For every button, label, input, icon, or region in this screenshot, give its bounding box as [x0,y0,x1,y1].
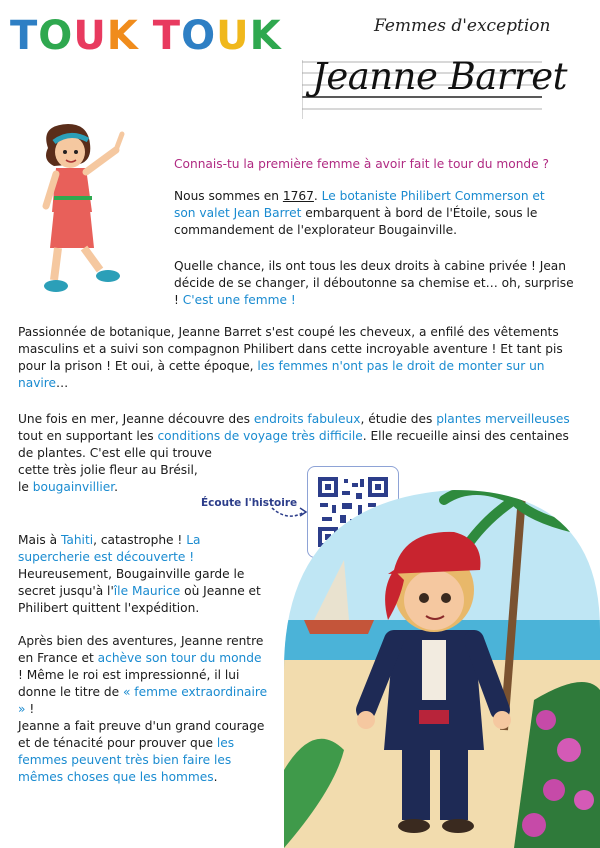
page-title: Jeanne Barret [312,55,567,98]
logo-letter: K [249,13,282,59]
intro-paragraph-1: Nous sommes en 1767. Le botaniste Philibert Commerson et son valet Jean Barret embarquent à bord de l'Étoile, sous le commandement de l'explorateur Bougainville. [174,189,545,237]
body-paragraph-4: Une fois en mer, Jeanne découvre des endroits fabuleux, étudie des plantes merveilleuses tout en supportant les conditions de voyage très difficile. Elle recueille ainsi des centaines de plantes. C'est elle qui trouve [18,412,570,460]
intro-question: Connais-tu la première femme à avoir fait le tour du monde ? [174,157,549,171]
intro-paragraph-2: Quelle chance, ils ont tous les deux droits à cabine privée ! Jean décide de se changer, il déboutonne sa chemise et… oh, surprise ! C'est une femme ! [174,259,574,307]
touk-touk-logo [10,6,282,66]
body-paragraph-3: Passionnée de botanique, Jeanne Barret s'est coupé les cheveux, a enfilé des vêtements masculins et a suivi son compagnon Philibert dans cette incroyable aventure ! Et tant pis pour la prison ! Et oui, à cette époque, les femmes n'ont pas le droit de monter sur un navire… [18,325,563,390]
body-paragraph-6: Après bien des aventures, Jeanne rentre en France et achève son tour du monde ! Même le roi est impressionné, il lui donne le titre de « femme extraordinaire » ! [18,634,268,716]
logo-letter: K [106,13,139,59]
body-paragraph-5: Mais à Tahiti, catastrophe ! La supercherie est découverte ! Heureusement, Bougainville garde le secret jusqu'à l'île Maurice où Jeanne et Philibert quittent l'expédition. [18,533,261,615]
listen-story-label: Écoute l'histoire [201,497,298,509]
logo-letter: O [181,13,217,59]
series-title: Femmes d'exception [374,16,551,36]
logo-letter: T [152,13,182,59]
logo-letter: U [216,13,250,59]
body-paragraph-7: Jeanne a fait preuve d'un grand courage et de ténacité pour prouver que les femmes peuvent très bien faire les mêmes choses que les hommes. [18,719,265,784]
body-paragraph-4b: cette très jolie fleur au Brésil, le bougainvillier. [18,463,198,494]
logo-letter: U [73,13,107,59]
logo-letter: T [10,13,39,59]
girl-illustration [20,120,138,300]
jeanne-illustration [284,470,600,848]
logo-letter: O [38,13,74,59]
